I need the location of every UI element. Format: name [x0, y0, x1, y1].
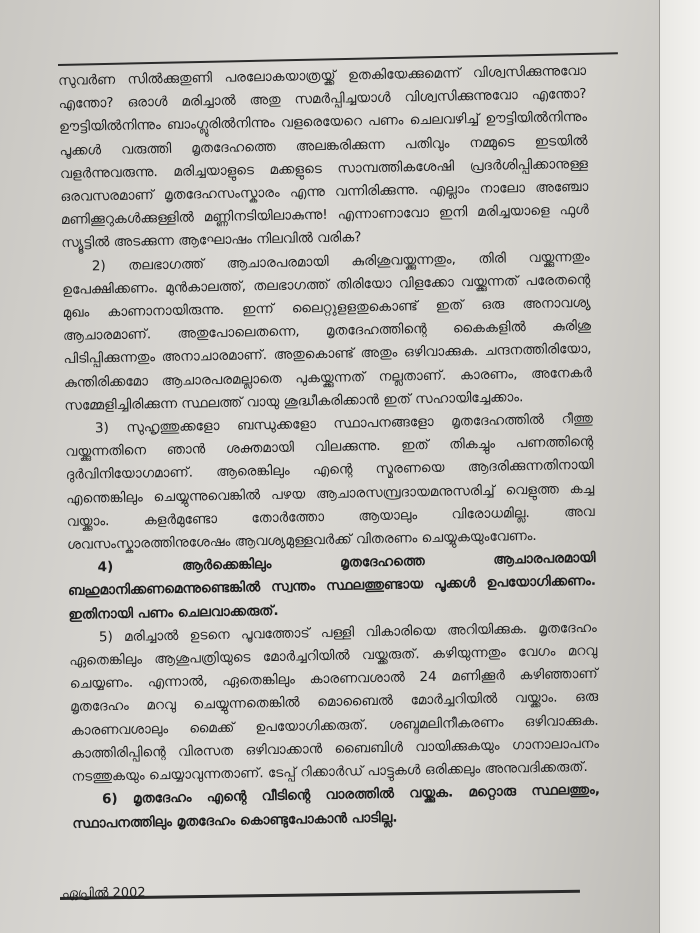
paragraph-4: 4) ആർക്കെങ്കിലും മൃതദേഹത്തെ ആചാരപരമായി ബഹുമാനിക്കണമെന്നുണ്ടെങ്കിൽ സ്വന്തം സ്ഥലത്തുണ്ടായ പൂക്കൾ ഉപയോഗിക്കണം. ഇതിനായി പണം ചെലവാക്കരുത്.: [67, 550, 597, 623]
paragraph-6: 6) മൃതദേഹം എന്റെ വീടിന്റെ വാരത്തിൽ വയ്ക്കുക. മറ്റൊരു സ്ഥലത്തും, സ്ഥാപനത്തിലും മൃതദേഹം കൊണ്ടുപോകാൻ പാടില്ല.: [72, 782, 601, 832]
paragraph-3: 3) സുഹൃത്തുക്കളോ ബന്ധുക്കളോ സ്ഥാപനങ്ങളോ മൃതദേഹത്തിൽ റീത്തു വയ്ക്കുന്നതിനെ ഞാൻ ശക്തമായി വിലക്കുന്നു. ഇത് തികച്ചും പണത്തിന്റെ ദുർവിനിയോഗമാണ്. ആരെങ്കിലും എന്റെ സ്മരണയെ ആദരിക്കുന്നതിനായി എന്തെങ്കിലും ചെയ്യുന്നുവെങ്കിൽ പഴയ ആചാരസമ്പ്രദായമനുസരിച്ച് വെളുത്ത കച്ച വയ്ക്കാം. കളർമുണ്ടോ തോർത്തോ ആയാലും വിരോധമില്ല. അവ ശവസംസ്കാരത്തിനുശേഷം ആവശ്യമുള്ളവർക്ക് വിതരണം ചെയ്യുകയുംവേണം.: [65, 410, 595, 553]
paragraph-5: 5) മരിച്ചാൽ ഉടനെ പൂവത്തോട് പള്ളി വികാരിയെ അറിയിക്കുക. മൃതദേഹം ഏതെങ്കിലും ആശുപത്രിയുടെ മോർച്ചറിയിൽ വയ്ക്കരുത്. കഴിയുന്നതും വേഗം മറവു ചെയ്യണം. എന്നാൽ, ഏതെങ്കിലും കാരണവശാൽ 24 മണിക്കൂർ കഴിഞ്ഞാണ് മൃതദേഹം മറവു ചെയ്യുന്നതെങ്കിൽ മൊബൈൽ മോർച്ചറിയിൽ വയ്ക്കാം. ഒരു കാരണവശാലും മൈക്ക് ഉപയോഗിക്കരുത്. ശബ്ദമലിനീകരണം ഒഴിവാക്കുക. കാത്തിരിപ്പിന്റെ വിരസത ഒഴിവാക്കാൻ ബൈബിൾ വായിക്കുകയും ഗാനാലാപനം നടത്തുകയും ചെയ്യാവുന്നതാണ്. ടേപ്പ് റിക്കാർഡ് പാട്ടുകൾ ഒരിക്കലും അനുവദിക്കരുത്.: [69, 619, 600, 785]
paragraph-1: സുവർണ സിൽക്കുതുണി പരലോകയാത്രയ്ക്ക് ഉതകിയേക്കുമെന്ന് വിശ്വസിക്കുന്നുവോ എന്തോ? ഒരാൾ മരിച്ചാൽ അതു സമർപ്പിച്ചയാൾ വിശ്വസിക്കുന്നുവോ എന്തോ? ഊട്ടിയിൽനിന്നും ബാംഗ്ലൂരിൽനിന്നും വളരെയേറെ പണം ചെലവഴിച്ച് ഊട്ടിയിൽനിന്നും പൂക്കൾ വരുത്തി മൃതദേഹത്തെ അലങ്കരിക്കുന്ന പതിവും നമ്മുടെ ഇടയിൽ വളർന്നുവരുന്നു. മരിച്ചയാളുടെ മക്കളുടെ സാമ്പത്തികശേഷി പ്രദർശിപ്പിക്കാനുള്ള ഒരവസരമാണ് മൃതദേഹസംസ്കാരം എന്നു വന്നിരിക്കുന്നു. എല്ലാം നാലോ അഞ്ചോ മണിക്കൂറുകൾക്കുള്ളിൽ മണ്ണിനടിയിലാകുന്നു! എന്നാണാവോ ഇനി മരിച്ചയാളെ ഫുൾ സ്യൂട്ടിൽ അടക്കുന്ന ആഘോഷം നിലവിൽ വരിക?: [58, 62, 589, 252]
footer-date: ഏപ്രിൽ 2002: [61, 885, 146, 902]
adjacent-page-edge: [659, 0, 700, 933]
paragraph-2: 2) തലഭാഗത്ത് ആചാരപരമായി കുരിശുവയ്ക്കുന്നതും, തിരി വയ്ക്കുന്നതും ഉപേക്ഷിക്കണം. മുൻകാലത്ത്, തലഭാഗത്ത് തിരിയോ വിളക്കോ വയ്ക്കുന്നത് പരേതന്റെ മുഖം കാണാനായിരുന്നു. ഇന്ന് ലൈറ്റുളളതുകൊണ്ട് ഇത് ഒരു അനാവശ്യ ആചാരമാണ്. അതുപോലെതന്നെ, മൃതദേഹത്തിന്റെ കൈകളിൽ കുരിശു പിടിപ്പിക്കുന്നതും അനാചാരമാണ്. അതുകൊണ്ട് അതും ഒഴിവാക്കുക. ചന്ദനത്തിരിയോ, കുന്തിരിക്കമോ ആചാരപരമല്ലാതെ പുകയ്ക്കുന്നത് നല്ലതാണ്. കാരണം, അനേകർ സമ്മേളിച്ചിരിക്കുന്ന സ്ഥലത്ത് വായു ശുദ്ധീകരിക്കാൻ ഇത് സഹായിച്ചേക്കാം.: [62, 248, 593, 414]
article-body: [58, 60, 601, 836]
